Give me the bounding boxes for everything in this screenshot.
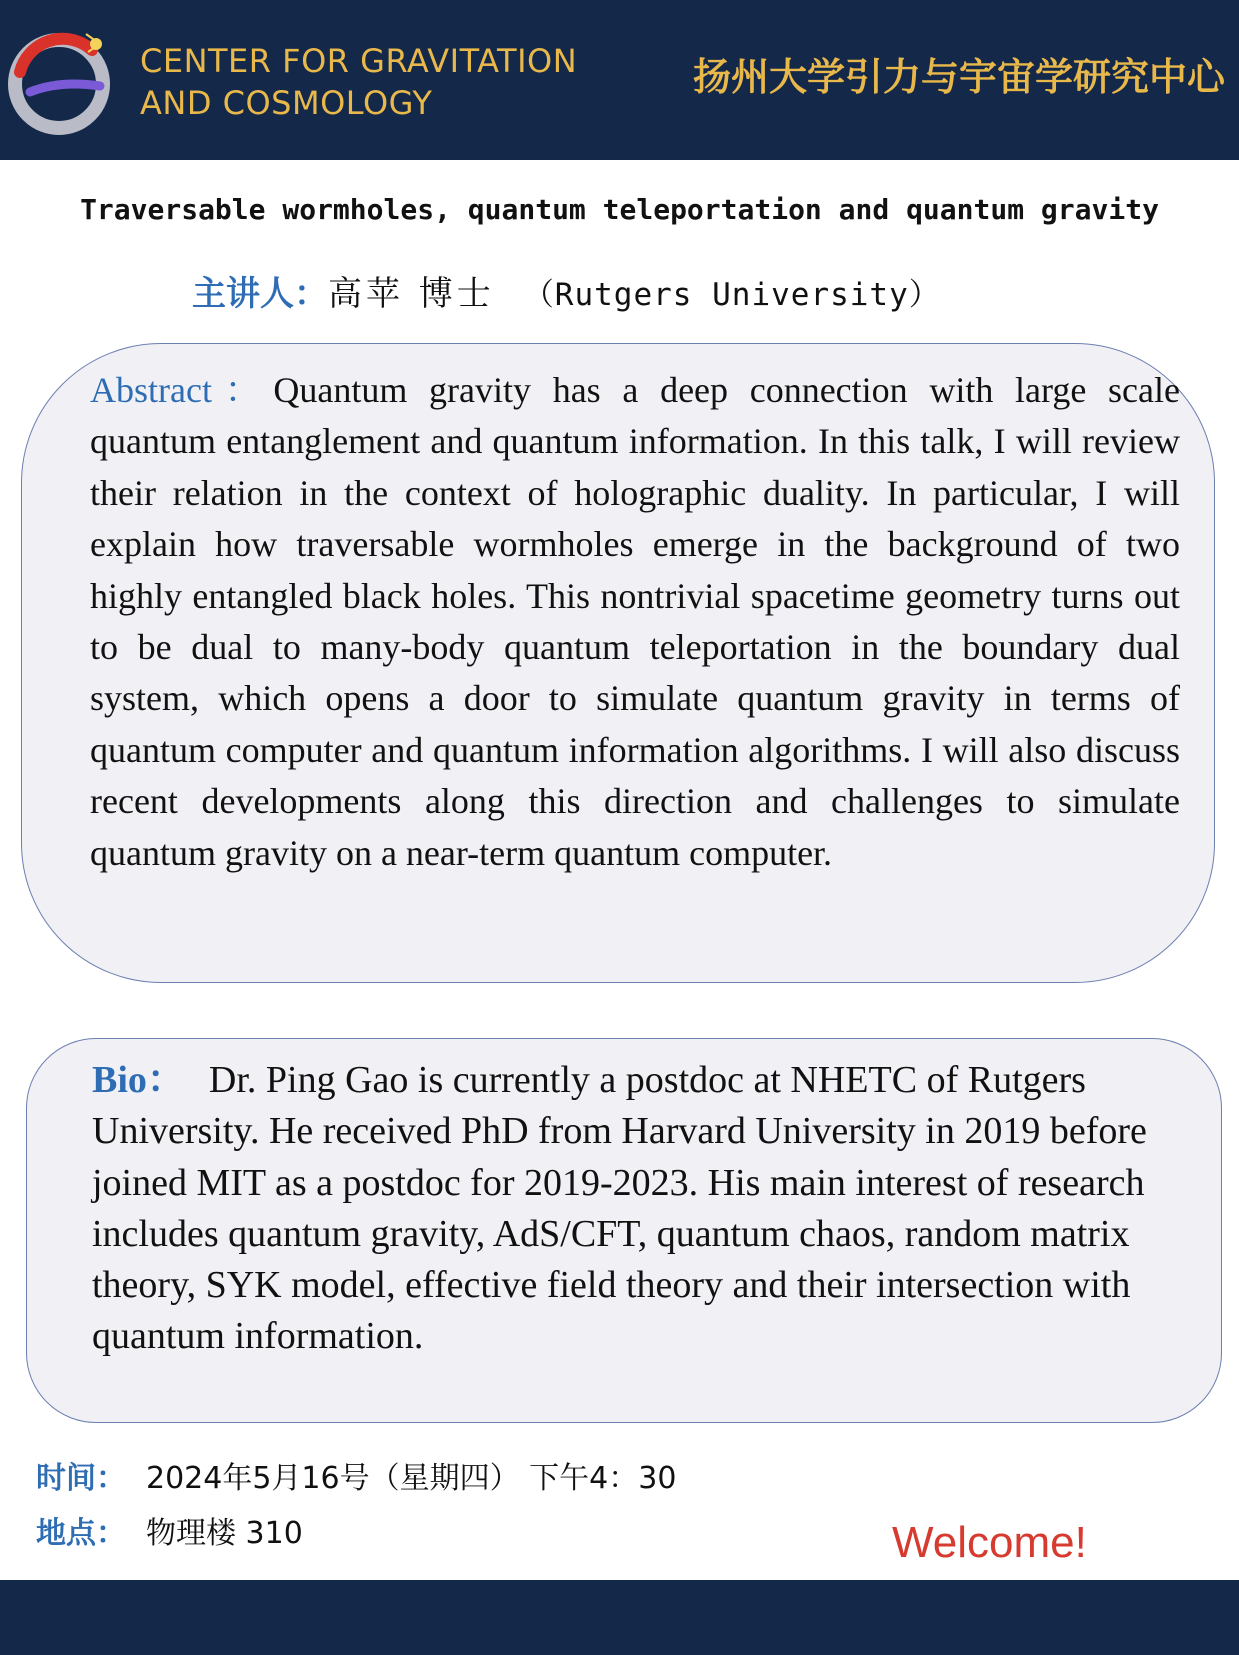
speaker-line xyxy=(192,266,941,315)
center-name-cn: 扬州大学引力与宇宙学研究中心 xyxy=(692,54,1225,99)
orbit-logo-icon xyxy=(0,22,118,140)
time-value: 2024年5月16号（星期四） 下午4：30 xyxy=(146,1461,677,1496)
bio-text: Dr. Ping Gao is currently a postdoc at NHETC of Rutgers University. He received PhD from Harvard University in 2019 before joined MIT as a postdoc for 2019-2023. His main interest of research includes quantum gravity, AdS/CFT, quantum chaos, random matrix theory, SYK model, effective field theory and their intersection with quantum information. xyxy=(92,1059,1147,1358)
speaker-label: 主讲人： xyxy=(192,274,328,314)
place-label: 地点： xyxy=(36,1516,126,1551)
abstract-label: Abstract： xyxy=(90,370,274,410)
bio-label: Bio： xyxy=(92,1059,185,1101)
time-line xyxy=(36,1453,676,1497)
center-name-line2: AND COSMOLOGY xyxy=(140,84,433,122)
place-line xyxy=(36,1508,303,1552)
center-name-line1: CENTER FOR GRAVITATION xyxy=(140,42,578,80)
center-name-en xyxy=(140,40,577,124)
abstract-paragraph xyxy=(90,365,1180,879)
speaker-affiliation: （Rutgers University） xyxy=(522,277,941,313)
time-label: 时间： xyxy=(36,1461,126,1496)
welcome-text: Welcome! xyxy=(892,1518,1087,1567)
bio-paragraph xyxy=(92,1055,1172,1363)
abstract-text: Quantum gravity has a deep connection with large scale quantum entanglement and quantum information. In this talk, I will review their relation in the context of holographic duality. In particular, I will explain how traversable wormholes emerge in the background of two highly entangled black holes. This nontrivial spacetime geometry turns out to be dual to many-body quantum teleportation in the boundary dual system, which opens a door to simulate quantum gravity in terms of quantum computer and quantum information algorithms. I will also discuss recent developments along this direction and challenges to simulate quantum gravity on a near-term quantum computer. xyxy=(90,370,1180,873)
header-bar xyxy=(0,0,1239,160)
footer-bar xyxy=(0,1580,1239,1655)
talk-title: Traversable wormholes, quantum teleportation and quantum gravity xyxy=(80,193,1159,226)
place-value: 物理楼 310 xyxy=(146,1516,303,1551)
speaker-name: 高苹 博士 xyxy=(328,274,495,314)
